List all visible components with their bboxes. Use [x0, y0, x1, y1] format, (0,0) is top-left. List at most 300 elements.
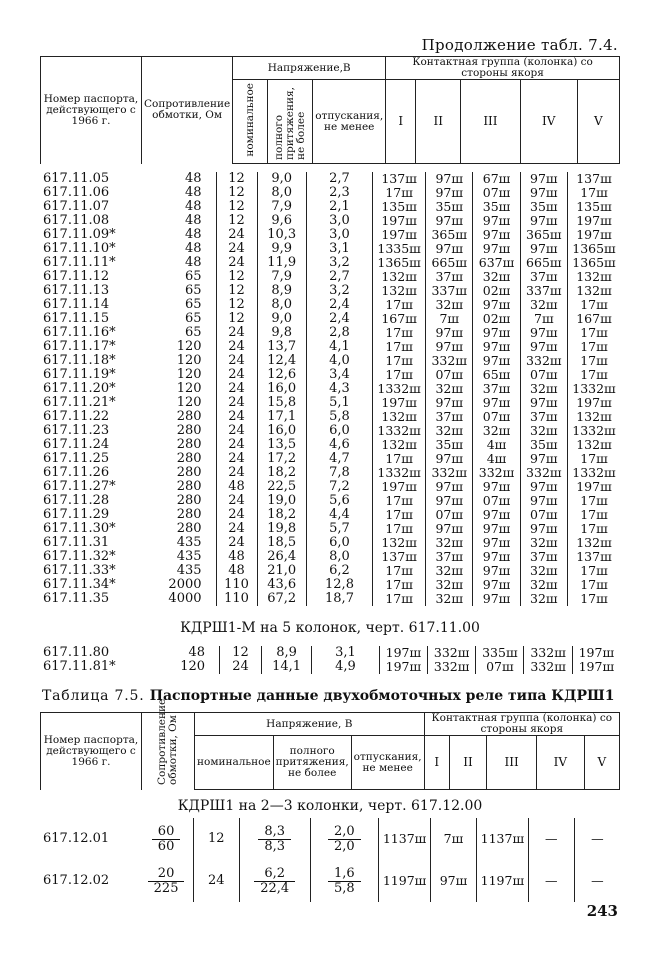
cell-contact-4: 97ш: [520, 452, 567, 466]
cell-contact-3: 97ш: [473, 536, 520, 550]
cell-v-nominal: 24: [216, 536, 257, 550]
cell-passport: 617.11.22: [43, 409, 110, 424]
cell-v-release: 3,4: [306, 368, 372, 382]
cell-passport: 617.11.35: [43, 591, 110, 606]
cell-contact-2: 665ш: [426, 256, 473, 270]
cell-contact-3: 4ш: [473, 438, 520, 452]
cell-contact-1: 132ш: [373, 410, 426, 424]
cell-resistance: 120: [143, 368, 216, 382]
cell-contact-2: 07ш: [426, 368, 473, 382]
cell-resistance: 280: [143, 480, 216, 494]
cell-contact-5: 17ш: [580, 591, 608, 606]
cell-v-nominal: 48: [216, 564, 257, 578]
table-row: [40, 256, 620, 270]
cell-contact-2: 332ш: [428, 660, 476, 674]
cell-v-pickup: 13,7: [257, 340, 306, 354]
cell-resistance: 65: [143, 270, 216, 284]
cell-resistance: 280: [143, 508, 216, 522]
cell-v-nominal: 24: [216, 228, 257, 242]
cell-v-release: 2,4: [306, 312, 372, 326]
cell-passport: 617.11.34*: [43, 577, 116, 592]
table-row: [40, 298, 620, 312]
table75-header: [40, 698, 620, 790]
cell-resistance: 435: [143, 536, 216, 550]
hdr-v-nominal: номинальное: [233, 80, 268, 164]
cell-contact-5: 17ш: [580, 353, 608, 368]
cell-contact-1: 197ш: [373, 228, 426, 242]
cell-contact-1: 17ш: [373, 452, 426, 466]
cell-v-release: 3,2: [306, 284, 372, 298]
hdr-col-5: V: [577, 80, 619, 164]
cell-contact-3: 02ш: [473, 312, 520, 326]
cell-contact-3: 97ш: [473, 550, 520, 564]
cell-contact-5: 197ш: [578, 659, 615, 674]
cell-contact-3: 97ш: [473, 326, 520, 340]
cell-v-pickup-top: 6,2: [254, 867, 295, 882]
table-row: [40, 592, 620, 606]
cell-contact-2: 32ш: [426, 578, 473, 592]
cell-v-pickup: 8,0: [257, 298, 306, 312]
table-row: [40, 466, 620, 480]
cell-contact-3: 97ш: [473, 354, 520, 368]
subheading-kdrsh1: КДРШ1 на 2—3 колонки, черт. 617.12.00: [177, 798, 483, 814]
table-row: [40, 354, 620, 368]
cell-passport: 617.11.09*: [43, 227, 116, 242]
cell-contact-1: 17ш: [373, 298, 426, 312]
cell-contact-4: 35ш: [520, 438, 567, 452]
cell-v-pickup: 18,2: [257, 508, 306, 522]
cell-contact-3: 97ш: [473, 214, 520, 228]
cell-v-pickup: 19,0: [257, 494, 306, 508]
cell-contact-3: 97ш: [473, 340, 520, 354]
cell-contact-3: 97ш: [473, 228, 520, 242]
cell-v-release-fraction: [328, 867, 361, 896]
cell-contact-2: 365ш: [426, 228, 473, 242]
table-row: [40, 424, 620, 438]
table-row: [40, 340, 620, 354]
cell-v-release: 3,1: [306, 242, 372, 256]
cell-contact-2: 32ш: [426, 424, 473, 438]
page-number: 243: [586, 902, 618, 920]
cell-contact-2: 97ш: [426, 452, 473, 466]
hdr-v-pickup: полного притяжения, не более: [268, 80, 313, 164]
cell-contact-5: 17ш: [580, 367, 608, 382]
cell-contact-4: 37ш: [520, 550, 567, 564]
cell-v-pickup: 8,9: [257, 284, 306, 298]
cell-resistance: 65: [143, 312, 216, 326]
cell-contact-5: 132ш: [576, 535, 612, 550]
cell-contact-5: 132ш: [576, 437, 612, 452]
cell-resistance: 2000: [143, 578, 216, 592]
cell-contact-5: 197ш: [576, 479, 612, 494]
cell-resistance: 120: [143, 340, 216, 354]
cell-contact-1: 17ш: [373, 368, 426, 382]
t75-hdr-col-3: III: [487, 736, 537, 790]
cell-v-nominal: 110: [216, 592, 257, 606]
cell-contact-5: 1332ш: [572, 423, 616, 438]
cell-contact-2: 37ш: [426, 410, 473, 424]
cell-contact-2: 7ш: [426, 312, 473, 326]
cell-v-release: 6,0: [306, 536, 372, 550]
cell-contact-3: 07ш: [476, 660, 524, 674]
cell-contact-4: 97ш: [520, 326, 567, 340]
cell-passport: 617.11.10*: [43, 241, 116, 256]
cell-v-release: 2,7: [306, 270, 372, 284]
cell-v-release: 5,1: [306, 396, 372, 410]
cell-v-pickup: 21,0: [257, 564, 306, 578]
cell-v-pickup: [239, 818, 310, 860]
cell-contact-1: 197ш: [373, 214, 426, 228]
cell-contact-5: 17ш: [580, 339, 608, 354]
cell-v-release: 7,2: [306, 480, 372, 494]
cell-contact-1: 137ш: [373, 550, 426, 564]
cell-contact-5: 1332ш: [572, 465, 616, 480]
cell-v-nominal: 24: [220, 660, 262, 674]
cell-contact-4: 97ш: [520, 242, 567, 256]
table-row: [40, 186, 620, 200]
cell-contact-5: 1365ш: [572, 241, 616, 256]
cell-contact-3: 97ш: [473, 578, 520, 592]
cell-v-nominal: 24: [216, 466, 257, 480]
cell-contact-1: 17ш: [373, 564, 426, 578]
subheading-kdrsh1m: КДРШ1-М на 5 колонок, черт. 617.11.00: [180, 620, 480, 636]
cell-contact-5: 135ш: [576, 199, 612, 214]
cell-passport: 617.11.13: [43, 283, 110, 298]
cell-contact-2: 97ш: [426, 172, 473, 186]
table-row: [40, 200, 620, 214]
hdr-col-2: II: [416, 80, 461, 164]
t75-hdr-v-nominal: номинальное: [195, 736, 274, 790]
cell-contact-4: 37ш: [520, 410, 567, 424]
cell-v-release: [310, 860, 379, 902]
cell-contact-1: 1137ш: [379, 818, 431, 860]
cell-contact-4: 32ш: [520, 536, 567, 550]
table75-title: [42, 688, 614, 704]
cell-resistance: 280: [143, 522, 216, 536]
cell-contact-1: 1332ш: [373, 466, 426, 480]
cell-contact-1: 197ш: [373, 480, 426, 494]
cell-contact-4: —: [528, 818, 574, 860]
cell-resistance: 280: [143, 424, 216, 438]
cell-resistance: 280: [143, 494, 216, 508]
table75-body: [40, 818, 620, 902]
table74-body: [40, 172, 620, 606]
cell-contact-4: 97ш: [520, 522, 567, 536]
t75-hdr-passport: Номер паспорта, действующего с 1966 г.: [41, 713, 142, 790]
cell-passport: 617.11.07: [43, 199, 110, 214]
cell-v-nominal: 12: [216, 298, 257, 312]
cell-contact-1: 17ш: [373, 578, 426, 592]
cell-v-pickup: 7,9: [257, 270, 306, 284]
cell-contact-5: 197ш: [576, 395, 612, 410]
cell-contact-2: 7ш: [430, 818, 476, 860]
cell-passport: 617.11.27*: [43, 479, 116, 494]
cell-passport: 617.11.80: [43, 645, 110, 660]
cell-v-release: 18,7: [306, 592, 372, 606]
cell-passport: 617.11.06: [43, 185, 110, 200]
cell-v-pickup-bottom: 8,3: [264, 838, 286, 854]
cell-contact-1: 17ш: [373, 508, 426, 522]
cell-v-pickup: 22,5: [257, 480, 306, 494]
cell-v-nominal: 12: [216, 270, 257, 284]
hdr-resistance: Сопротивление обмотки, Ом: [142, 57, 233, 164]
cell-v-nominal: 24: [216, 354, 257, 368]
cell-resistance: 48: [143, 186, 216, 200]
cell-passport: 617.11.12: [43, 269, 110, 284]
cell-contact-2: 32ш: [426, 298, 473, 312]
cell-resistance: 280: [143, 452, 216, 466]
cell-v-nominal: 12: [216, 312, 257, 326]
t75-hdr-resistance: Сопротивление обмотки, Ом: [142, 713, 195, 790]
cell-v-release: 2,7: [306, 172, 372, 186]
cell-contact-4: 97ш: [520, 214, 567, 228]
cell-resistance: 120: [143, 354, 216, 368]
cell-v-pickup: 13,5: [257, 438, 306, 452]
cell-resistance: 435: [143, 564, 216, 578]
cell-contact-4: 332ш: [520, 466, 567, 480]
table-row: [40, 494, 620, 508]
cell-resistance: 65: [143, 284, 216, 298]
table75-caption: Паспортные данные двухобмоточных реле типа КДРШ1: [149, 688, 615, 704]
table75-label: Таблица 7.5.: [42, 688, 145, 704]
cell-v-nominal: 24: [216, 326, 257, 340]
cell-contact-2: 32ш: [426, 592, 473, 606]
cell-passport: 617.12.01: [43, 831, 110, 846]
cell-contact-2: 32ш: [426, 382, 473, 396]
cell-contact-3: 4ш: [473, 452, 520, 466]
cell-v-pickup: 67,2: [257, 592, 306, 606]
cell-resistance-bottom: 60: [157, 838, 175, 854]
cell-contact-2: 97ш: [426, 340, 473, 354]
cell-contact-1: 1197ш: [379, 860, 431, 902]
cell-contact-3: 07ш: [473, 494, 520, 508]
cell-contact-3: 97ш: [473, 396, 520, 410]
cell-v-release: 6,0: [306, 424, 372, 438]
cell-v-pickup-bottom: 22,4: [260, 880, 290, 896]
cell-contact-1: 17ш: [373, 592, 426, 606]
table74-body-2: [40, 646, 620, 674]
cell-v-pickup: 16,0: [257, 382, 306, 396]
cell-v-pickup-top: 8,3: [258, 825, 291, 840]
cell-contact-4: 97ш: [520, 340, 567, 354]
cell-resistance: 48: [143, 214, 216, 228]
table-row: [40, 270, 620, 284]
hdr-col-1: I: [386, 80, 416, 164]
cell-passport: 617.12.02: [43, 873, 110, 888]
cell-contact-3: 97ш: [473, 242, 520, 256]
cell-contact-5: 132ш: [576, 409, 612, 424]
t75-hdr-col-1: I: [424, 736, 449, 790]
cell-contact-4: 97ш: [520, 172, 567, 186]
cell-contact-1: 132ш: [373, 270, 426, 284]
cell-contact-4: 7ш: [520, 312, 567, 326]
continuation-label: Продолжение табл. 7.4.: [421, 36, 618, 54]
cell-contact-4: 332ш: [520, 354, 567, 368]
cell-resistance: 435: [143, 550, 216, 564]
cell-v-nominal: 12: [216, 200, 257, 214]
cell-contact-4: 32ш: [520, 564, 567, 578]
cell-contact-3: 07ш: [473, 186, 520, 200]
table74-header: [40, 56, 620, 164]
cell-contact-4: 35ш: [520, 200, 567, 214]
cell-v-pickup: 9,9: [257, 242, 306, 256]
cell-v-nominal: 12: [193, 818, 239, 860]
table-row: [40, 410, 620, 424]
cell-resistance-bottom: 225: [153, 880, 179, 896]
cell-contact-3: 97ш: [473, 298, 520, 312]
cell-contact-4: 332ш: [524, 660, 572, 674]
cell-passport: 617.11.20*: [43, 381, 116, 396]
hdr-col-4: IV: [520, 80, 577, 164]
cell-contact-3: 37ш: [473, 382, 520, 396]
cell-contact-5: 1365ш: [572, 255, 616, 270]
cell-v-pickup: 9,8: [257, 326, 306, 340]
cell-contact-2: 332ш: [426, 354, 473, 368]
cell-contact-3: 97ш: [473, 508, 520, 522]
cell-contact-5: 17ш: [580, 185, 608, 200]
cell-v-pickup: 9,0: [257, 312, 306, 326]
cell-v-pickup-fraction: [254, 867, 295, 896]
cell-passport: 617.11.14: [43, 297, 110, 312]
cell-v-release-top: 1,6: [328, 867, 361, 882]
table-row: [40, 382, 620, 396]
t75-hdr-v-pickup: полного притяжения, не более: [273, 736, 351, 790]
cell-v-nominal: 48: [216, 550, 257, 564]
cell-v-nominal: 24: [216, 424, 257, 438]
cell-resistance: 65: [143, 298, 216, 312]
table-row: [40, 860, 620, 902]
cell-resistance: 48: [145, 646, 220, 660]
cell-resistance: 120: [143, 382, 216, 396]
cell-passport: 617.11.30*: [43, 521, 116, 536]
cell-v-release-fraction: [328, 825, 361, 854]
cell-contact-4: 32ш: [520, 298, 567, 312]
cell-passport: 617.11.24: [43, 437, 110, 452]
cell-contact-4: 07ш: [520, 508, 567, 522]
cell-passport: 617.11.23: [43, 423, 110, 438]
cell-v-nominal: 24: [193, 860, 239, 902]
cell-contact-3: 32ш: [473, 270, 520, 284]
cell-v-pickup: 12,6: [257, 368, 306, 382]
cell-contact-3: 97ш: [473, 592, 520, 606]
cell-contact-3: 332ш: [473, 466, 520, 480]
table-row: [40, 508, 620, 522]
cell-contact-2: 97ш: [426, 396, 473, 410]
cell-v-release: 2,8: [306, 326, 372, 340]
cell-passport: 617.11.16*: [43, 325, 116, 340]
cell-v-release: 4,3: [306, 382, 372, 396]
table-row: [40, 550, 620, 564]
cell-contact-1: 17ш: [373, 340, 426, 354]
cell-contact-1: 17ш: [373, 326, 426, 340]
cell-contact-4: 665ш: [520, 256, 567, 270]
cell-resistance: 48: [143, 256, 216, 270]
cell-v-release: 4,4: [306, 508, 372, 522]
cell-contact-1: 1332ш: [373, 382, 426, 396]
cell-v-nominal: 24: [216, 396, 257, 410]
t75-hdr-col-5: V: [584, 736, 619, 790]
cell-contact-1: 197ш: [379, 646, 427, 660]
cell-v-pickup: 43,6: [257, 578, 306, 592]
cell-contact-1: 197ш: [379, 660, 427, 674]
cell-contact-5: 1332ш: [572, 381, 616, 396]
hdr-voltage: Напряжение,В: [233, 57, 386, 80]
cell-passport: 617.11.31: [43, 535, 110, 550]
cell-v-release: 4,1: [306, 340, 372, 354]
cell-v-pickup: 26,4: [257, 550, 306, 564]
cell-v-release: 4,7: [306, 452, 372, 466]
cell-contact-4: 32ш: [520, 424, 567, 438]
cell-contact-2: 337ш: [426, 284, 473, 298]
cell-v-nominal: 12: [216, 214, 257, 228]
cell-contact-4: 97ш: [520, 186, 567, 200]
cell-contact-3: 335ш: [476, 646, 524, 660]
cell-contact-2: 97ш: [426, 214, 473, 228]
cell-contact-3: 1137ш: [477, 818, 529, 860]
cell-contact-3: 02ш: [473, 284, 520, 298]
cell-contact-3: 65ш: [473, 368, 520, 382]
cell-contact-1: 197ш: [373, 396, 426, 410]
cell-contact-4: 07ш: [520, 368, 567, 382]
cell-v-pickup: 18,2: [257, 466, 306, 480]
cell-contact-2: 97ш: [426, 522, 473, 536]
t75-hdr-contact: Контактная группа (колонка) со стороны якоря: [424, 713, 619, 736]
table-row: [40, 438, 620, 452]
cell-v-release-top: 2,0: [328, 825, 361, 840]
cell-contact-3: 637ш: [473, 256, 520, 270]
cell-resistance: 48: [143, 242, 216, 256]
cell-resistance: [140, 818, 193, 860]
cell-v-release: 8,0: [306, 550, 372, 564]
cell-contact-2: 37ш: [426, 270, 473, 284]
cell-contact-2: 35ш: [426, 200, 473, 214]
cell-contact-1: 1332ш: [373, 424, 426, 438]
table-row: [40, 522, 620, 536]
cell-contact-2: 97ш: [426, 326, 473, 340]
cell-passport: 617.11.21*: [43, 395, 116, 410]
cell-contact-5: 197ш: [578, 645, 615, 660]
cell-contact-1: 132ш: [373, 438, 426, 452]
cell-v-nominal: 24: [216, 410, 257, 424]
cell-v-release: 3,0: [306, 214, 372, 228]
cell-contact-2: 97ш: [430, 860, 476, 902]
cell-v-nominal: 24: [216, 242, 257, 256]
table-row: [40, 452, 620, 466]
cell-contact-3: 1197ш: [477, 860, 529, 902]
cell-v-pickup: 9,0: [257, 172, 306, 186]
cell-contact-2: 332ш: [426, 466, 473, 480]
cell-contact-5: 167ш: [576, 311, 612, 326]
cell-contact-5: 17ш: [580, 577, 608, 592]
cell-v-release: 2,4: [306, 298, 372, 312]
table-row: [40, 326, 620, 340]
cell-v-release: 5,8: [306, 410, 372, 424]
table-row: [40, 214, 620, 228]
cell-resistance-fraction: [148, 867, 185, 896]
cell-contact-5: 17ш: [580, 507, 608, 522]
hdr-contact: Контактная группа (колонка) со стороны якоря: [386, 57, 620, 80]
cell-contact-5: 17ш: [580, 493, 608, 508]
cell-contact-1: 17ш: [373, 522, 426, 536]
cell-v-nominal: 24: [216, 452, 257, 466]
cell-v-release: 3,1: [312, 646, 380, 660]
cell-contact-2: 332ш: [428, 646, 476, 660]
cell-passport: 617.11.29: [43, 507, 110, 522]
cell-v-pickup: 19,8: [257, 522, 306, 536]
hdr-col-3: III: [461, 80, 521, 164]
table-row: [40, 228, 620, 242]
cell-v-release: 2,1: [306, 200, 372, 214]
